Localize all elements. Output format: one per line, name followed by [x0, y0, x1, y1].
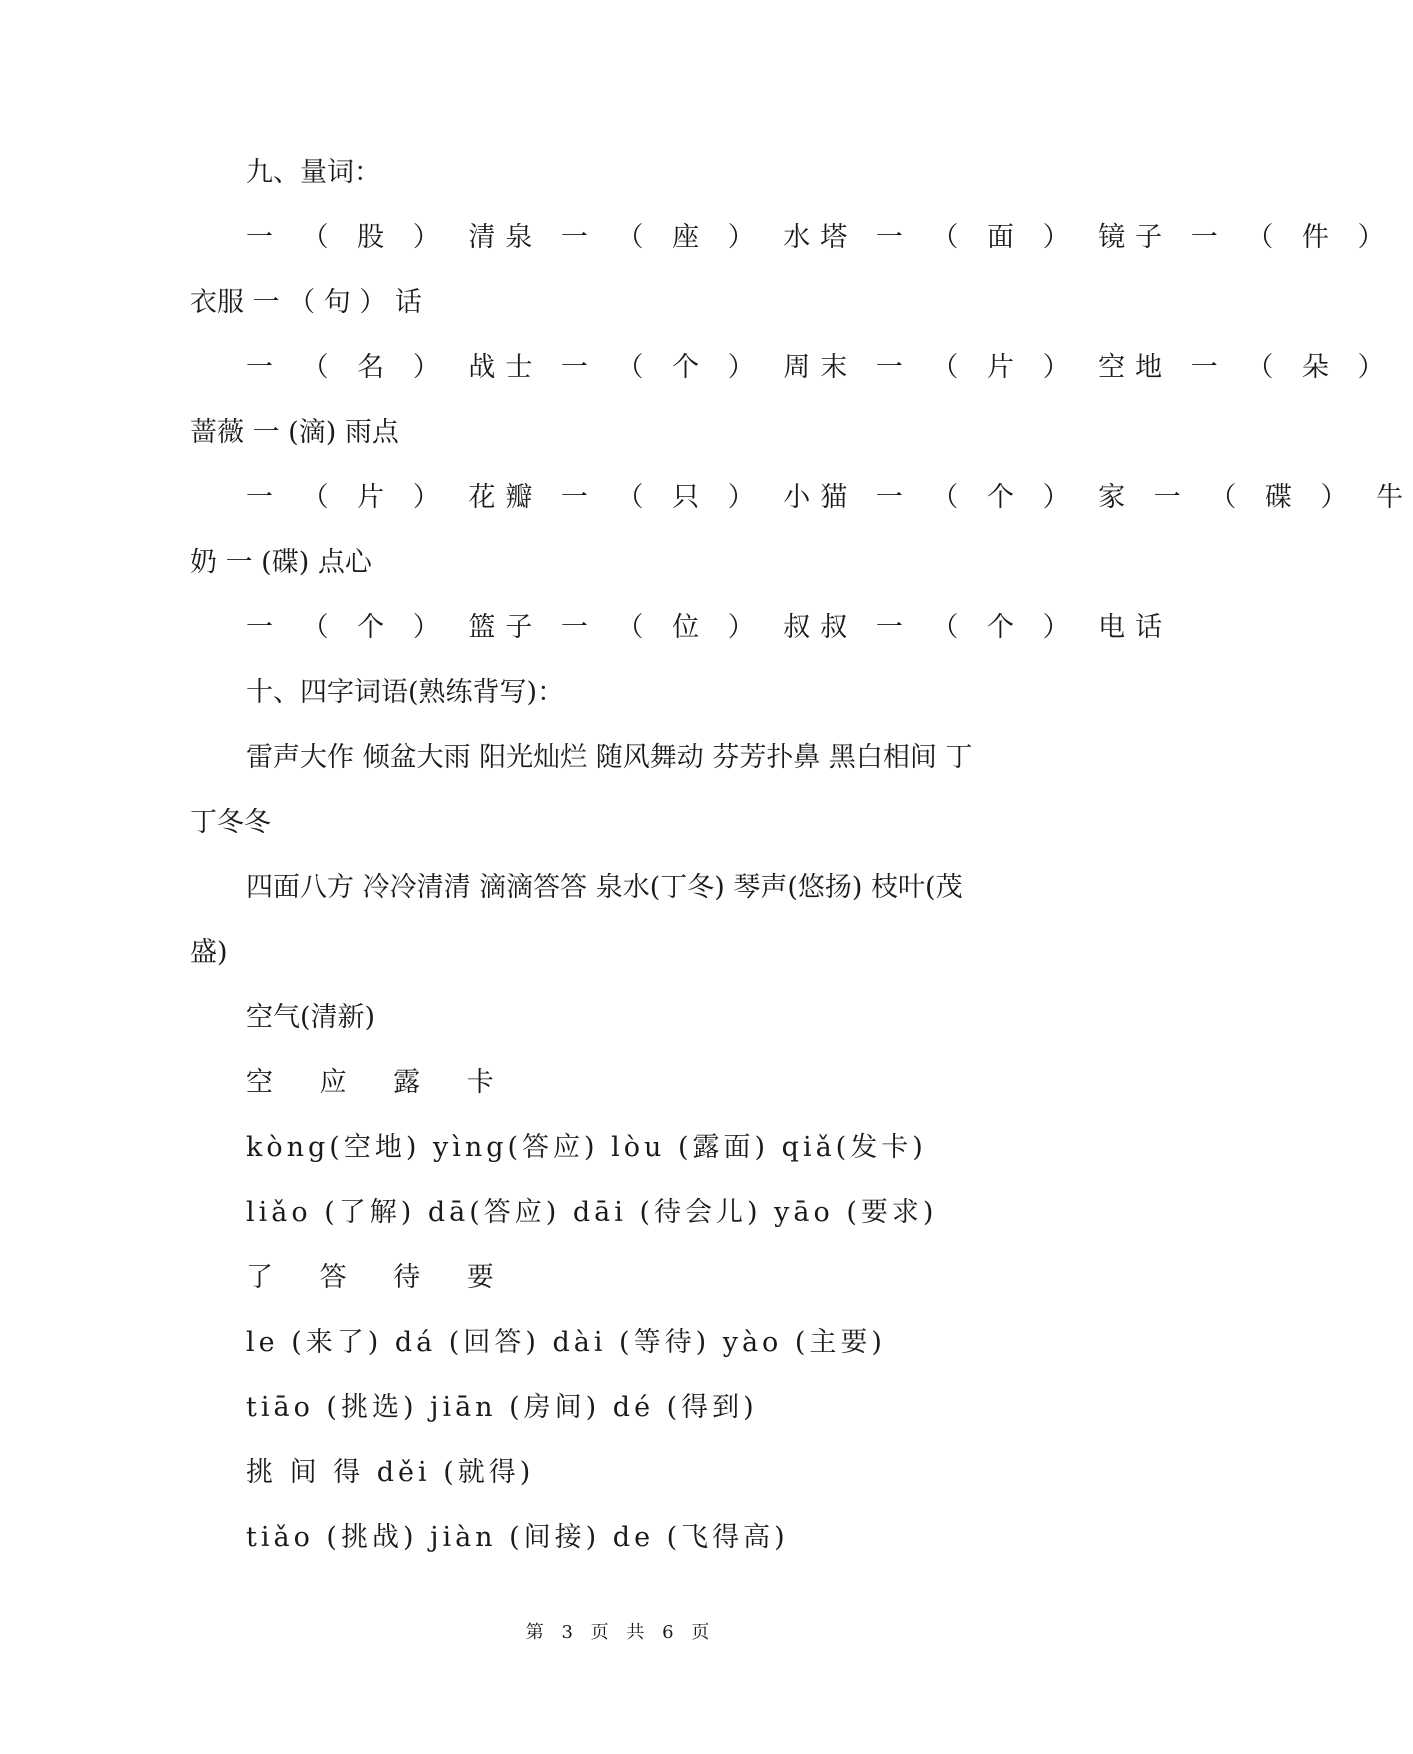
text-line: 雷声大作 倾盆大雨 阳光灿烂 随风舞动 芬芳扑鼻 黑白相间 丁 [246, 742, 973, 773]
text-line: 一 （ 片 ） 花瓣 一 （ 只 ） 小猫 一 （ 个 ） 家 一 （ 碟 ） 牛 [246, 482, 1413, 513]
pinyin-line: tiāo (挑选) jiān (房间) dé (得到) [246, 1392, 758, 1423]
text-line: 奶 一 (碟) 点心 [190, 547, 372, 578]
section-heading-measure-words: 九、量词： [246, 157, 381, 188]
text-line: 盛) [190, 937, 228, 968]
pinyin-line: tiǎo (挑战) jiàn (间接) de (飞得高) [246, 1522, 789, 1553]
pinyin-line: 挑 间 得 děi (就得) [246, 1457, 535, 1488]
pinyin-line: le (来了) dá (回答) dài (等待) yào (主要) [246, 1327, 886, 1358]
text-line: 空气(清新) [246, 1002, 376, 1033]
text-line: 空 应 露 卡 [246, 1067, 513, 1098]
text-line: 了 答 待 要 [246, 1262, 513, 1293]
text-line: 丁冬冬 [190, 807, 271, 838]
text-line: 一 （ 个 ） 篮子 一 （ 位 ） 叔叔 一 （ 个 ） 电话 [246, 612, 1173, 643]
text-line: 一 （ 名 ） 战士 一 （ 个 ） 周末 一 （ 片 ） 空地 一 （ 朵 ） [246, 352, 1395, 383]
pinyin-line: liǎo (了解) dā(答应) dāi (待会儿) yāo (要求) [246, 1197, 938, 1228]
text-line: 衣服 一 （ 句 ） 话 [190, 287, 422, 318]
text-line: 四面八方 冷冷清清 滴滴答答 泉水(丁冬) 琴声(悠扬) 枝叶(茂 [246, 872, 963, 903]
document-body [190, 157, 1413, 1588]
pinyin-line: kòng(空地) yìng(答应) lòu (露面) qiǎ(发卡) [246, 1132, 927, 1163]
page-number-footer: 第 3 页 共 6 页 [525, 1622, 716, 1643]
text-line: 蔷薇 一 (滴) 雨点 [190, 417, 399, 448]
section-heading-four-char-phrases: 十、四字词语(熟练背写)： [246, 677, 565, 708]
text-line: 一 （ 股 ） 清泉 一 （ 座 ） 水塔 一 （ 面 ） 镜子 一 （ 件 ） [246, 222, 1395, 253]
